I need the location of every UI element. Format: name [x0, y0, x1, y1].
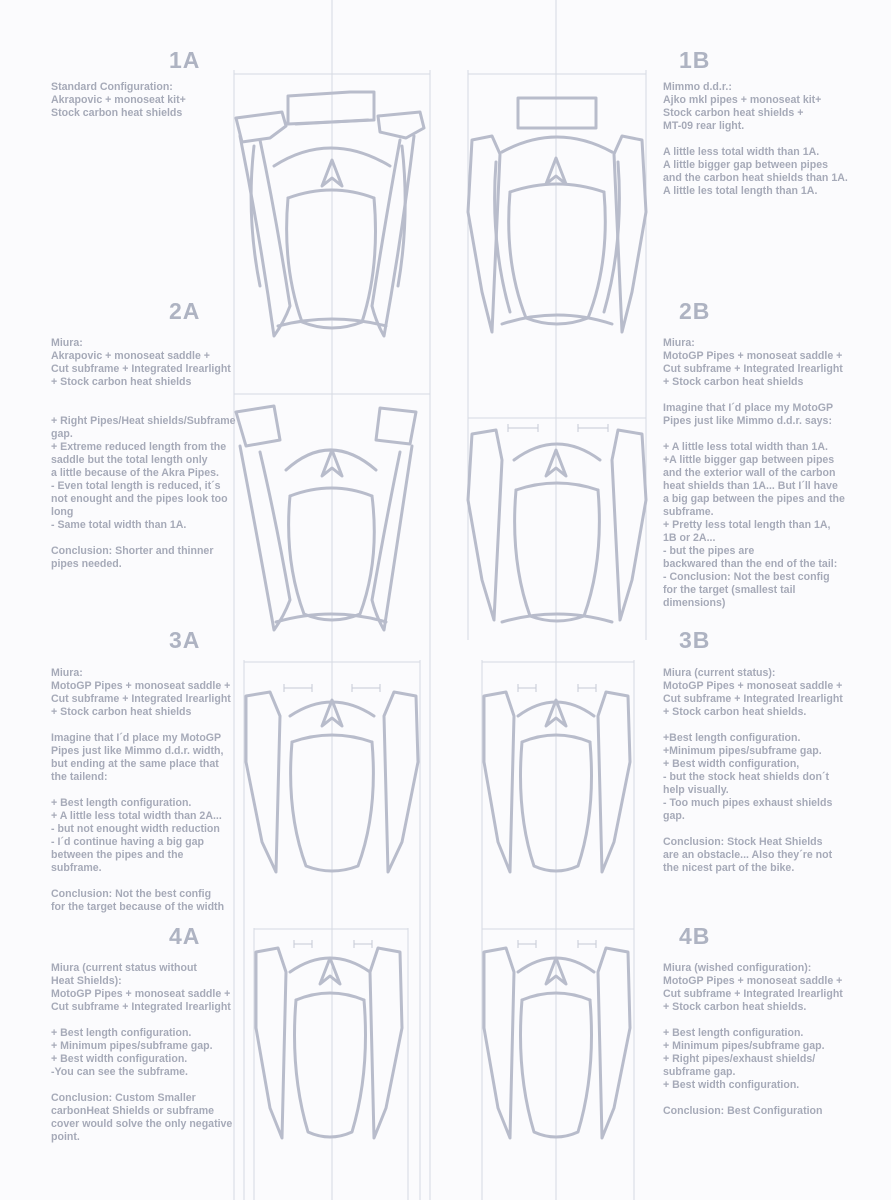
label-1a: 1A [169, 47, 201, 73]
label-1b: 1B [679, 47, 711, 73]
description-4b: Miura (wished configuration): MotoGP Pipes + monoseat saddle + Cut subframe + Integrated lrearlight + Stock carbon heat shields. + Best length configuration. + Minimum pipes/subframe gap. + Right pipes/exhaust shields/ subframe gap. + Best width configuration. Conclusion: Best Configuration [663, 962, 843, 1117]
sketch-1a [230, 86, 440, 346]
sketch-2b [462, 420, 652, 640]
sketch-1b [462, 92, 652, 342]
description-3a: Miura: MotoGP Pipes + monoseat saddle + Cut subframe + Integrated lrearlight + Stock carbon heat shields Imagine that I´d place my MotoGP Pipes just like Mimmo d.d.r. width, but ending at the same place that the tailend: + Best length configuration. + A little less total width than 2A... - but not enought width reduction - I´d continue having a big gap between the pipes and the subframe. Conclusion: Not the best config for the target because of the width [51, 667, 231, 913]
label-4b: 4B [679, 923, 711, 949]
description-4a: Miura (current status without Heat Shields): MotoGP Pipes + monoseat saddle + Cut subframe + Integrated lrearlight + Best length configuration. + Minimum pipes/subframe gap. + Best width configuration. -You can see the subframe. Conclusion: Custom Smaller carbonHeat Shields or subframe cover would solve the only negative point. [51, 962, 233, 1143]
description-2b: Miura: MotoGP Pipes + monoseat saddle + Cut subframe + Integrated lrearlight + Stock carbon heat shields Imagine that I´d place my MotoGP Pipes just like Mimmo d.d.r. says: + A little less total width than 1A. +A little bigger gap between pipes and the exterior wall of the carbon heat shields than 1A... But I´ll have a big gap between the pipes and the subframe. + Pretty less total length than 1A, 1B or 2A... - but the pipes are backwared than the end of the tail: - Conclusion: Not the best config for the target (smallest tail dimensions) [663, 337, 845, 609]
description-2a: Miura: Akrapovic + monoseat saddle + Cut subframe + Integrated lrearlight + Stock carbon heat shields + Right Pipes/Heat shields/Subframe gap. + Extreme reduced length from the saddle but the total length only a little because of the Akra Pipes. - Even total length is reduced, it´s not enought and the pipes look too long - Same total width than 1A. Conclusion: Shorter and thinner pipes needed. [51, 337, 236, 570]
sketch-3a [240, 682, 430, 882]
description-3b: Miura (current status): MotoGP Pipes + monoseat saddle + Cut subframe + Integrated lrearlight + Stock carbon heat shields. +Best length configuration. +Minimum pipes/subframe gap. + Best width configuration, - but the stock heat shields don´t help visually. - Too much pipes exhaust shields gap. Conclusion: Stock Heat Shields are an obstacle... Also they´re not the nicest part of the bike. [663, 667, 843, 874]
sketch-4a [250, 938, 410, 1148]
description-1a: Standard Configuration: Akrapovic + monoseat kit+ Stock carbon heat shields [51, 81, 186, 119]
sketch-2a [230, 400, 440, 640]
label-2b: 2B [679, 298, 711, 324]
label-3b: 3B [679, 627, 711, 653]
sketch-3b [478, 682, 638, 882]
label-2a: 2A [169, 298, 201, 324]
label-4a: 4A [169, 923, 201, 949]
description-1b: Mimmo d.d.r.: Ajko mkl pipes + monoseat kit+ Stock carbon heat shields + MT-09 rear light. A little less total width than 1A. A little bigger gap between pipes and the carbon heat shields than 1A. A little les total length than 1A. [663, 81, 848, 197]
label-3a: 3A [169, 627, 201, 653]
sketch-4b [478, 938, 638, 1148]
